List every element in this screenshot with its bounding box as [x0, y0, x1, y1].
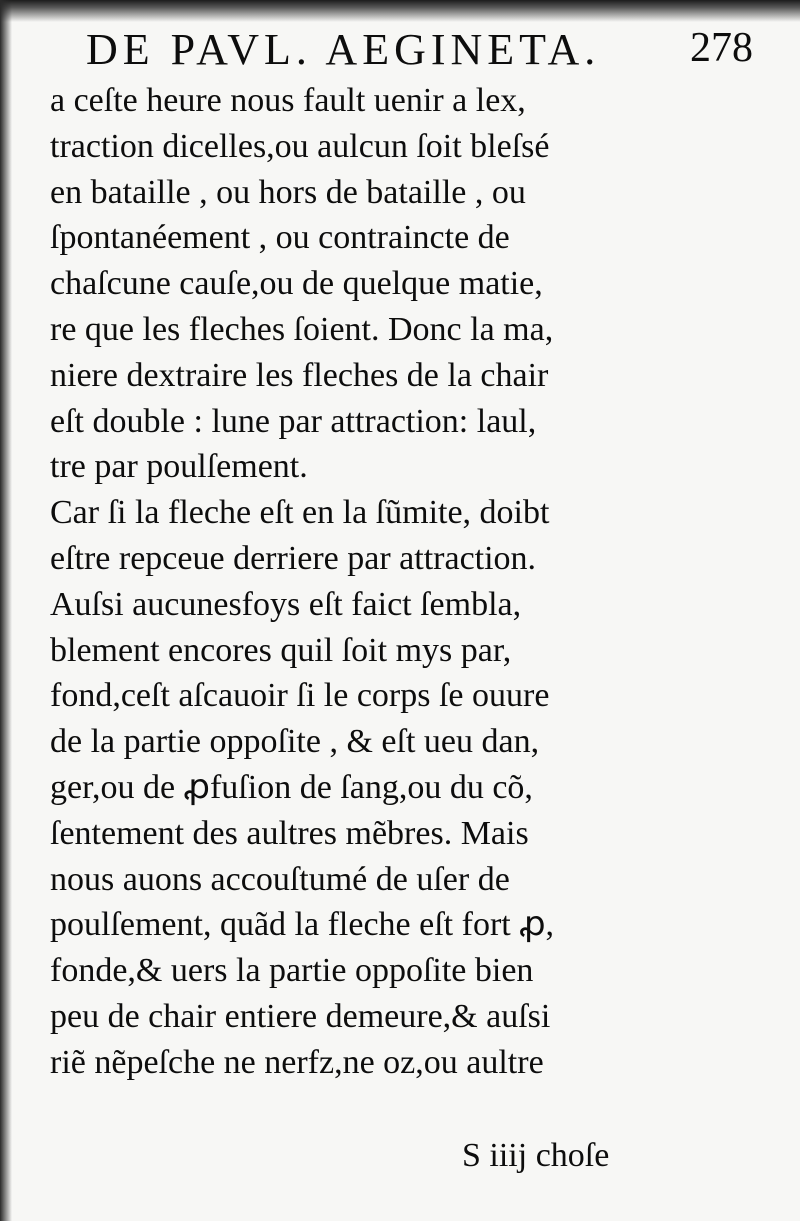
text-line: fond,ceſt aſcauoir ſi le corps ſe ouure	[50, 677, 550, 715]
page-number: 278	[690, 25, 753, 71]
text-line: chaſcune cauſe,ou de quelque matie,	[50, 265, 543, 303]
running-head: DE PAVL. AEGINETA.	[86, 25, 601, 74]
signature-catchword: S iiij choſe	[462, 1137, 610, 1174]
text-line: Auſsi aucunesfoys eſt faict ſembla,	[50, 585, 522, 623]
text-line: nous auons accouſtumé de uſer de	[50, 860, 510, 898]
text-line: poulſement, quãd la fleche eſt fort ꝓ,	[50, 906, 555, 944]
text-line: tre par poulſement.	[50, 448, 308, 486]
text-line: riẽ nẽpeſche ne nerfz,ne oz,ou aultre	[50, 1043, 544, 1081]
page-header	[0, 18, 800, 78]
text-line: re que les fleches ſoient. Donc la ma,	[50, 310, 554, 348]
text-line: en bataille , ou hors de bataille , ou	[50, 173, 526, 211]
text-line: ger,ou de ꝓfuſion de ſang,ou du cõ,	[50, 768, 533, 806]
text-line: de la partie oppoſite , & eſt ueu dan,	[50, 723, 540, 761]
text-line: ſpontanéement , ou contraincte de	[50, 219, 510, 257]
text-line: ſentement des aultres mẽbres. Mais	[50, 814, 529, 852]
page-gutter-shadow	[0, 0, 12, 1221]
body-text	[50, 78, 670, 1086]
text-line: eſtre repceue derriere par attraction.	[50, 539, 537, 577]
text-line: traction dicelles,ou aulcun ſoit bleſsé	[50, 127, 550, 165]
text-line: eſt double : lune par attraction: laul,	[50, 402, 537, 440]
text-line: Car ſi la fleche eſt en la ſũmite, doibt	[50, 494, 550, 532]
text-line: a ceſte heure nous fault uenir a lex,	[50, 82, 526, 119]
text-line: fonde,& uers la partie oppoſite bien	[50, 952, 534, 990]
text-line: blement encores quil ſoit mys par,	[50, 631, 512, 669]
text-line: peu de chair entiere demeure,& auſsi	[50, 997, 551, 1035]
text-line: niere dextraire les fleches de la chair	[50, 356, 549, 394]
